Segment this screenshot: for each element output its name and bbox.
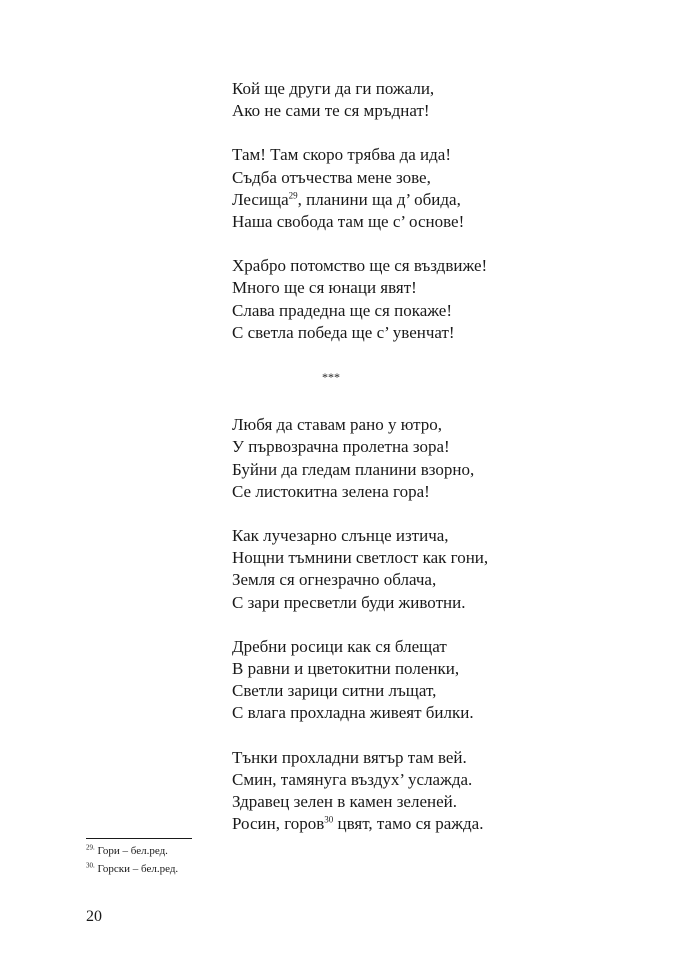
verse-line: Как лучезарно слънце изтича, [232, 526, 449, 546]
stanza [232, 636, 672, 725]
verse-line: С светла победа ще с’ увенчат! [232, 322, 455, 342]
stanza [232, 255, 672, 344]
verse-line: У първозрачна пролетна зора! [232, 437, 450, 457]
footnote-ref: 30 [324, 814, 334, 825]
verse-line: Съдба отъчества мене зове, [232, 167, 431, 187]
verse-line: Буйни да гледам планини взорно, [232, 459, 475, 479]
footnote-ref: 29 [288, 190, 298, 201]
stanza [232, 747, 672, 836]
verse-text: Лесища [232, 189, 289, 209]
verse-line: С зари пресветли буди животни. [232, 592, 466, 612]
verse-line: В равни и цветокитни поленки, [232, 659, 460, 679]
poem-body [232, 78, 672, 857]
footnote [86, 842, 192, 860]
footnote [86, 860, 192, 878]
footnote-text: Горски – бел.ред. [94, 863, 179, 875]
verse-line: Се листокитна зелена гора! [232, 481, 430, 501]
verse-line: Кой ще други да ги пожали, [232, 79, 435, 98]
verse-line: Наша свобода там ще с’ основе! [232, 212, 465, 232]
footnote-divider [86, 838, 192, 839]
verse-text: , планини ща д’ обида, [297, 189, 461, 209]
verse-line: Светли зарици ситни лъщат, [232, 681, 437, 701]
verse-text: Росин, горов [232, 814, 325, 834]
stanza [232, 525, 672, 614]
verse-line [232, 813, 672, 835]
verse-line: Слава прадедна ще ся покаже! [232, 300, 452, 320]
footnote-number: 30. [86, 861, 95, 870]
verse-text: цвят, тамо ся ражда. [333, 814, 484, 834]
verse-line: Нощни тъмнини светлост как гони, [232, 548, 489, 568]
page-number: 20 [86, 908, 102, 925]
verse-line: Храбро потомство ще ся въздвиже! [232, 256, 488, 276]
verse-line: Много ще ся юнаци явят! [232, 278, 417, 298]
verse-line [232, 189, 672, 211]
verse-line: Там! Там скоро трябва да ида! [232, 145, 451, 165]
verse-line: Тънки прохладни вятър там вей. [232, 747, 467, 767]
verse-line: Дребни росици как ся блещат [232, 636, 447, 656]
verse-line: Земля ся огнезрачно облача, [232, 570, 437, 590]
verse-line: С влага прохладна живеят билки. [232, 703, 474, 723]
stanza [232, 414, 672, 503]
stanza [232, 144, 672, 233]
verse-line: Смин, тамянуга въздух’ услажда. [232, 769, 473, 789]
section-separator: *** [322, 370, 340, 385]
verse-line: Любя да ставам рано у ютро, [232, 415, 443, 435]
footnote-number: 29. [86, 843, 95, 852]
stanza [232, 78, 672, 122]
footnotes [86, 838, 192, 878]
footnote-text: Гори – бел.ред. [94, 845, 168, 857]
verse-line: Ако не сами те ся мръднат! [232, 101, 430, 121]
verse-line: Здравец зелен в камен зеленей. [232, 792, 458, 812]
